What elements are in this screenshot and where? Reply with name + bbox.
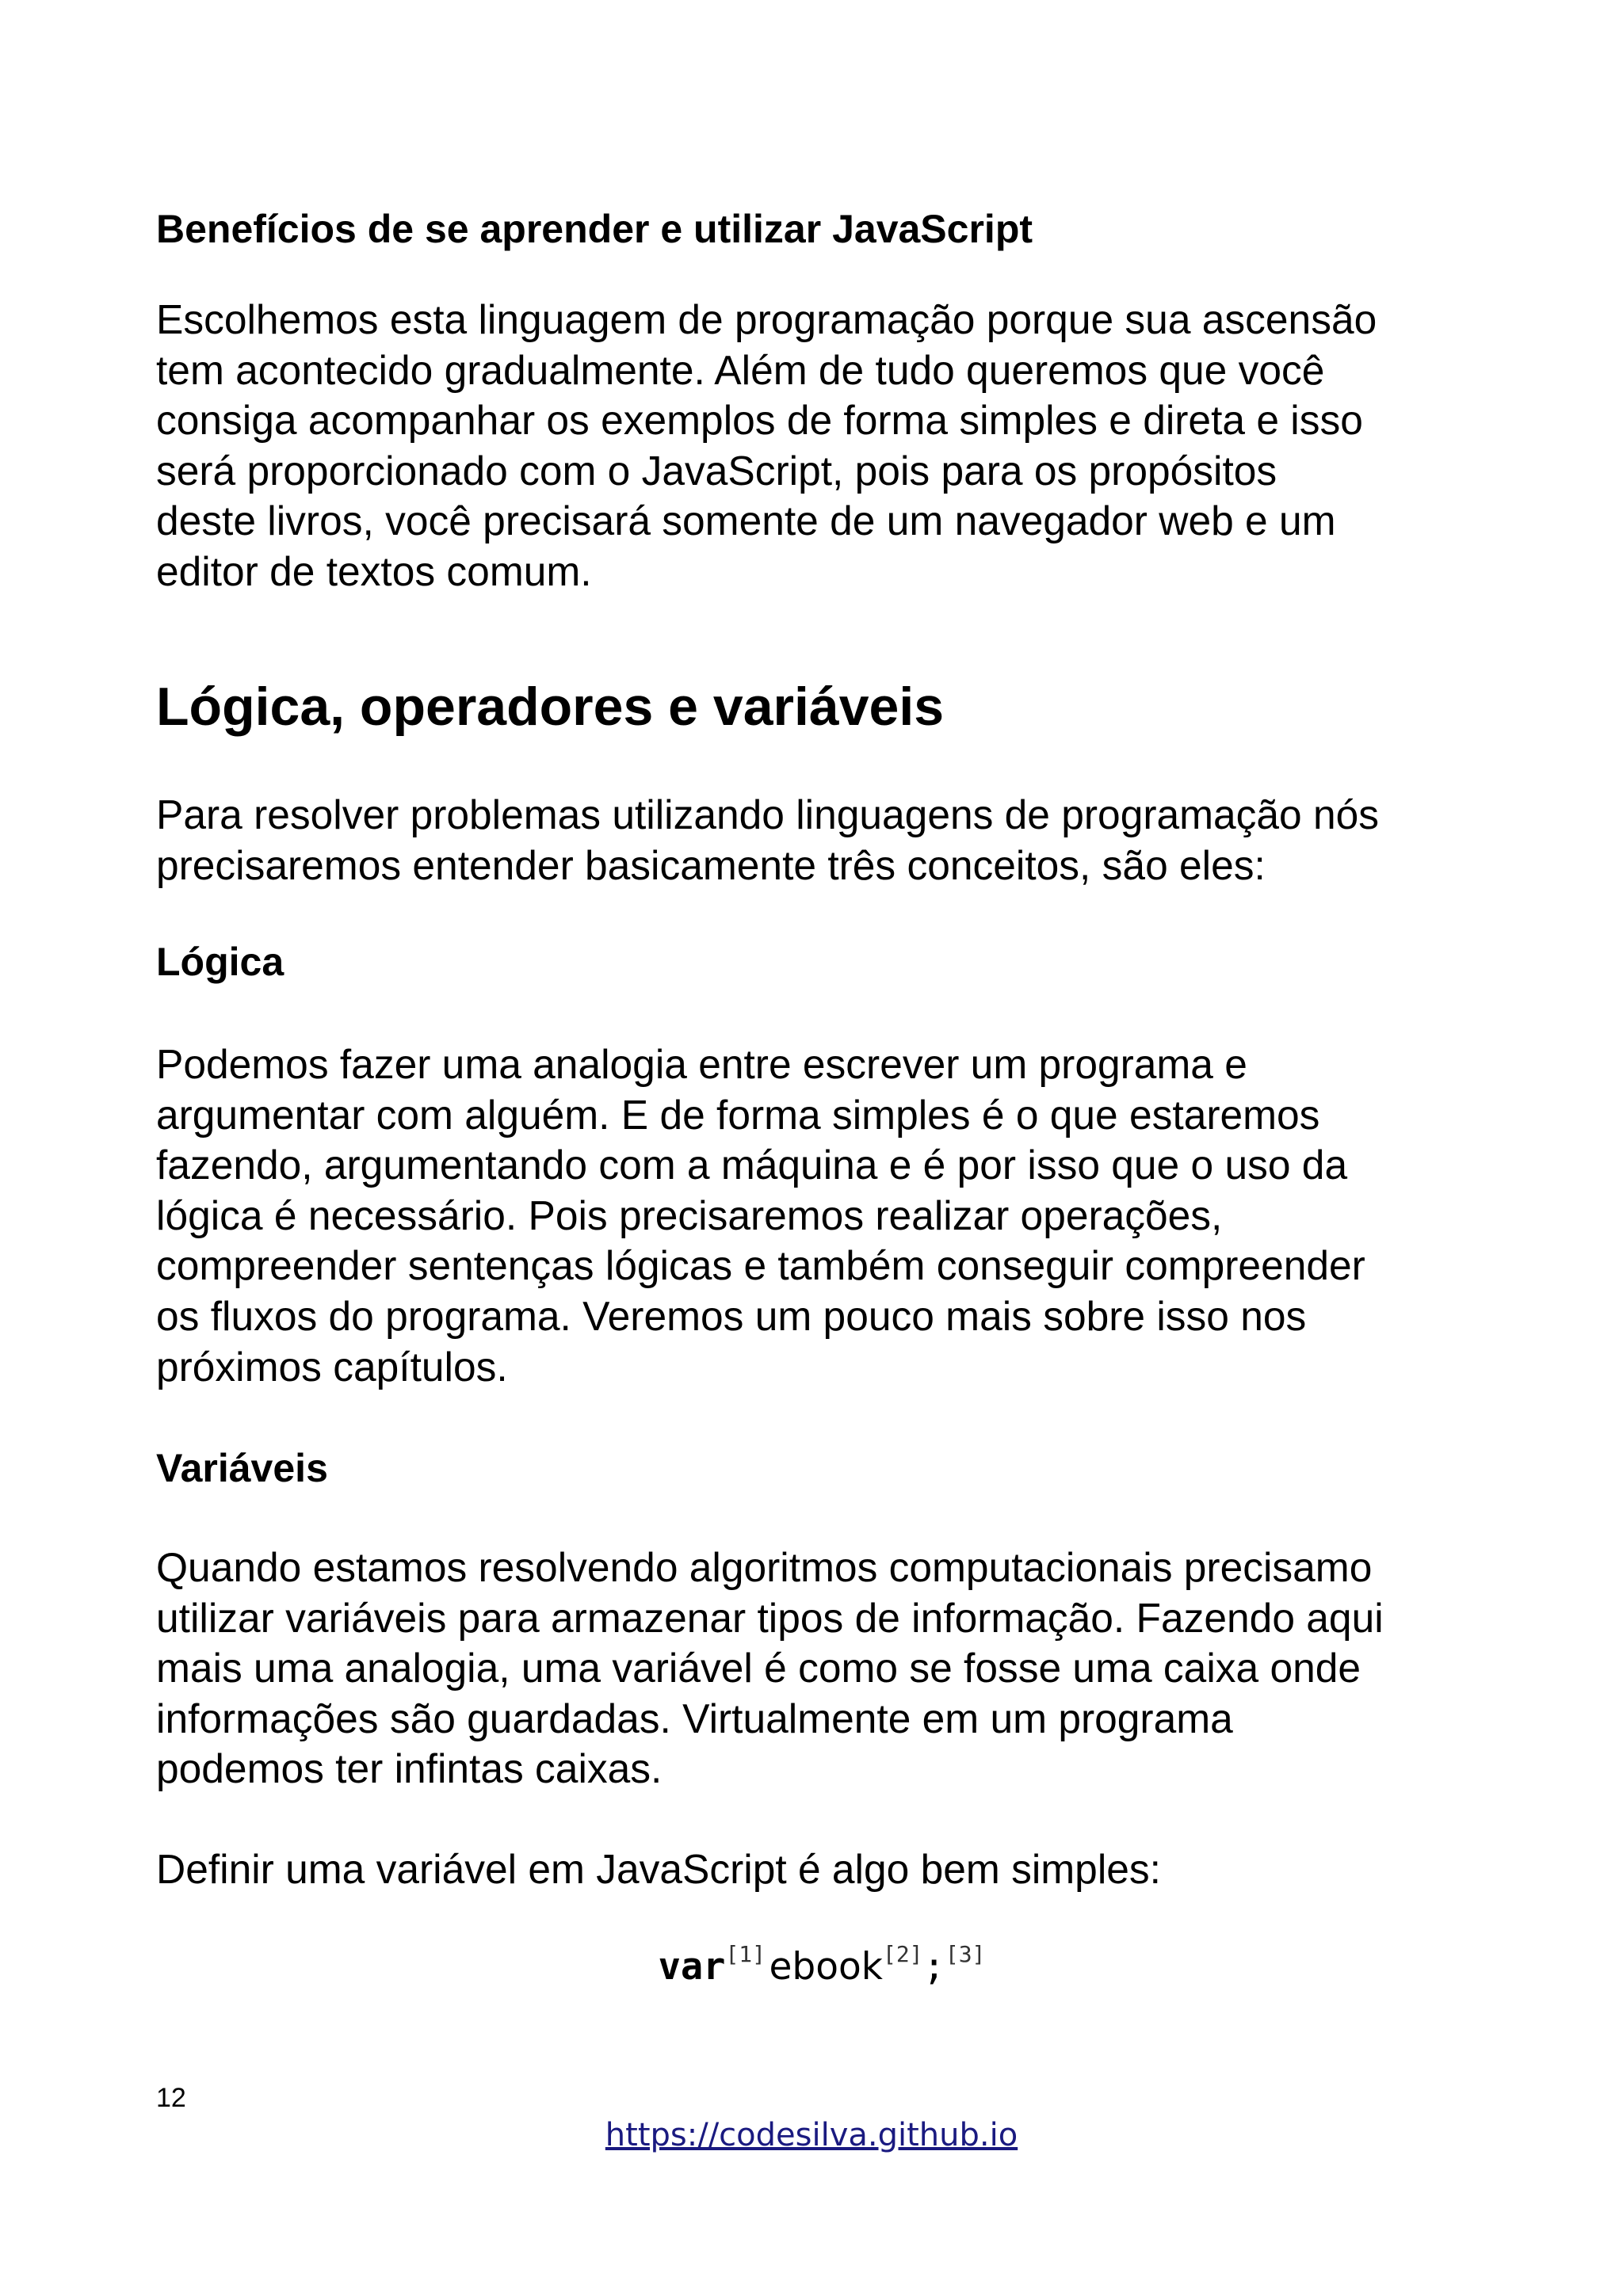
paragraph-line: tem acontecido gradualmente. Além de tudo queremos que você [156,346,1325,393]
paragraph-line: podemos ter infintas caixas. [156,1745,663,1792]
heading-variaveis: Variáveis [156,1446,328,1490]
code-terminator: ; [922,1945,945,1989]
heading-logica: Lógica [156,940,285,984]
paragraph-line: Escolhemos esta linguagem de programação porque sua ascensão [156,296,1377,342]
paragraph-line: próximos capítulos. [156,1343,508,1390]
page-number: 12 [156,2083,186,2113]
paragraph-line: mais uma analogia, uma variável é como se fosse uma caixa onde [156,1645,1361,1691]
paragraph-line: fazendo, argumentando com a máquina e é por isso que o uso da [156,1142,1348,1188]
paragraph-line: os fluxos do programa. Veremos um pouco mais sobre isso nos [156,1292,1307,1339]
paragraph-intro [156,790,1379,891]
paragraph-line: Podemos fazer uma analogia entre escrever um programa e [156,1041,1247,1087]
paragraph-line: Quando estamos resolvendo algoritmos computacionais precisamo [156,1544,1373,1590]
paragraph-line: consiga acompanhar os exemplos de forma simples e direta e isso [156,397,1363,444]
paragraph-definir [156,1844,1161,1895]
paragraph-line: Para resolver problemas utilizando linguagens de programação nós [156,791,1380,837]
code-marker-2: [2] [882,1941,923,1967]
paragraph-line: Definir uma variável em JavaScript é algo bem simples: [156,1846,1161,1892]
paragraph-beneficios [156,295,1377,597]
paragraph-logica [156,1039,1365,1392]
paragraph-line: será proporcionado com o JavaScript, pois para os propósitos [156,447,1277,494]
code-identifier: ebook [769,1945,883,1989]
heading-logica-operadores-variaveis: Lógica, operadores e variáveis [156,677,945,737]
paragraph-line: argumentar com alguém. E de forma simples é o que estaremos [156,1091,1320,1138]
code-keyword: var [658,1945,726,1989]
paragraph-variaveis [156,1543,1384,1794]
paragraph-line: precisaremos entender basicamente três conceitos, são eles: [156,841,1266,888]
code-example [156,1941,1487,1989]
paragraph-line: compreender sentenças lógicas e também conseguir compreender [156,1242,1365,1289]
heading-beneficios: Benefícios de se aprender e utilizar JavaScript [156,207,1033,251]
footer-link[interactable]: https://codesilva.github.io [605,2117,1018,2153]
paragraph-line: editor de textos comum. [156,547,592,594]
paragraph-line: deste livros, você precisará somente de um navegador web e um [156,498,1336,544]
footer [0,2115,1623,2155]
paragraph-line: lógica é necessário. Pois precisaremos realizar operações, [156,1192,1223,1238]
code-marker-3: [3] [945,1941,986,1967]
code-marker-1: [1] [725,1941,766,1967]
paragraph-line: informações são guardadas. Virtualmente em um programa [156,1695,1233,1741]
paragraph-line: utilizar variáveis para armazenar tipos de informação. Fazendo aqui [156,1594,1384,1641]
